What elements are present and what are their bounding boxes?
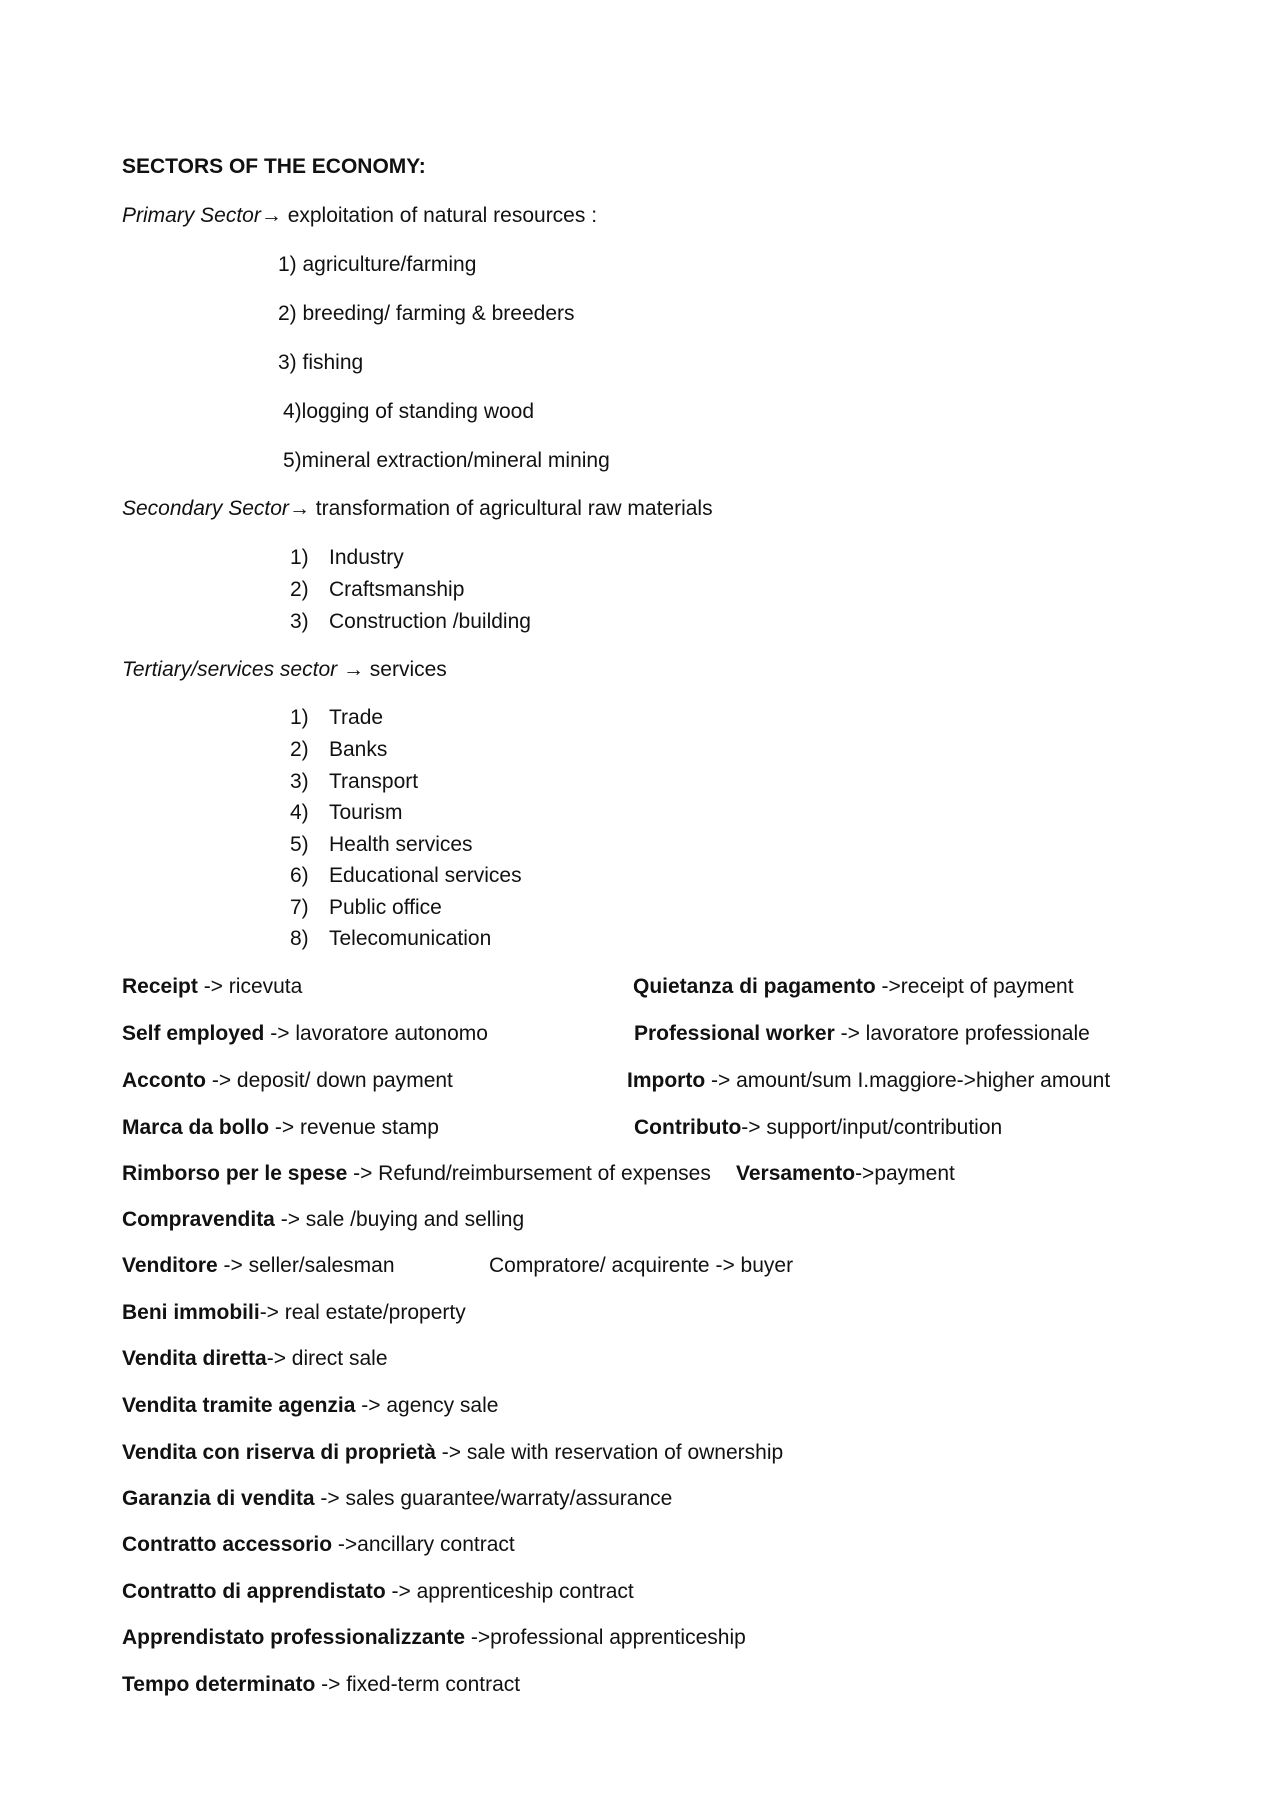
- glossary-definition: -> apprenticeship contract: [385, 1580, 634, 1603]
- glossary-definition: -> sale with reservation of ownership: [435, 1441, 784, 1464]
- glossary-entry: [122, 1161, 711, 1187]
- list-text: Industry: [329, 546, 404, 569]
- glossary-term: Vendita diretta: [122, 1347, 267, 1370]
- list-item: [290, 769, 418, 795]
- list-number: 3): [290, 610, 309, 633]
- tertiary-sector-desc: services: [363, 658, 447, 681]
- list-item: 1) agriculture/farming: [278, 253, 477, 276]
- glossary-definition: -> sale /buying and selling: [274, 1208, 525, 1231]
- list-number: 5): [290, 833, 309, 856]
- arrow-icon: →: [342, 658, 364, 681]
- secondary-sector-desc: transformation of agricultural raw materials: [309, 497, 713, 520]
- glossary-entry: [627, 1068, 1110, 1094]
- glossary-definition: -> Refund/reimbursement of expenses: [347, 1162, 711, 1185]
- glossary-definition: -> fixed-term contract: [315, 1673, 521, 1696]
- list-text: Transport: [329, 770, 419, 793]
- glossary-entry: [122, 974, 302, 1000]
- glossary-definition: -> deposit/ down payment: [206, 1069, 453, 1092]
- glossary-definition: -> seller/salesman: [217, 1254, 395, 1277]
- list-number: 7): [290, 896, 309, 919]
- primary-sector-label: Primary Sector: [122, 204, 261, 227]
- glossary-definition: ->payment: [855, 1162, 955, 1185]
- glossary-entry: [122, 1625, 746, 1651]
- glossary-term: Tempo determinato: [122, 1673, 316, 1696]
- list-item: [290, 577, 464, 603]
- list-number: 2): [290, 738, 309, 761]
- glossary-entry: [122, 1253, 395, 1279]
- glossary-term: Versamento: [736, 1162, 856, 1185]
- list-number: 6): [290, 864, 309, 887]
- glossary-entry: [122, 1393, 498, 1419]
- glossary-term: Apprendistato professionalizzante: [122, 1626, 466, 1649]
- glossary-definition: -> lavoratore autonomo: [264, 1022, 488, 1045]
- list-number: 1): [290, 546, 309, 569]
- list-item: [290, 832, 473, 858]
- glossary-term: Vendita con riserva di proprietà: [122, 1441, 436, 1464]
- glossary-entry: [122, 1068, 453, 1094]
- glossary-entry: [122, 1440, 783, 1466]
- glossary-term: Venditore: [122, 1254, 218, 1277]
- list-item: [290, 609, 531, 635]
- list-text: Trade: [329, 706, 384, 729]
- glossary-definition: -> lavoratore professionale: [834, 1022, 1090, 1045]
- tertiary-sector-label: Tertiary/services sector: [122, 658, 343, 681]
- glossary-definition: -> revenue stamp: [269, 1116, 439, 1139]
- list-text: Tourism: [329, 801, 403, 824]
- glossary-term: Compravendita: [122, 1208, 275, 1231]
- glossary-term: Garanzia di vendita: [122, 1487, 315, 1510]
- glossary-entry: [122, 1486, 672, 1512]
- glossary-term: Contratto accessorio: [122, 1533, 333, 1556]
- glossary-definition: Compratore/ acquirente -> buyer: [489, 1254, 794, 1277]
- glossary-term: Contributo: [634, 1116, 742, 1139]
- glossary-definition: ->professional apprenticeship: [465, 1626, 746, 1649]
- glossary-entry: [122, 1207, 524, 1233]
- glossary-term: Quietanza di pagamento: [633, 975, 876, 998]
- glossary-definition: -> agency sale: [355, 1394, 499, 1417]
- glossary-definition: -> real estate/property: [259, 1301, 466, 1324]
- glossary-term: Vendita tramite agenzia: [122, 1394, 356, 1417]
- list-text: Health services: [329, 833, 473, 856]
- list-item: [290, 545, 404, 571]
- list-text: Telecomunication: [329, 927, 492, 950]
- list-item: 5)mineral extraction/mineral mining: [283, 449, 610, 472]
- glossary-entry: [122, 1021, 488, 1047]
- glossary-entry: [122, 1579, 634, 1605]
- list-text: Craftsmanship: [329, 578, 465, 601]
- list-number: 3): [290, 770, 309, 793]
- list-text: Public office: [329, 896, 442, 919]
- list-item: 2) breeding/ farming & breeders: [278, 302, 575, 325]
- glossary-entry: [122, 1672, 520, 1698]
- glossary-entry: [122, 1300, 466, 1326]
- arrow-icon: →: [288, 497, 310, 520]
- glossary-term: Acconto: [122, 1069, 206, 1092]
- list-text: Construction /building: [329, 610, 531, 633]
- list-item: [290, 737, 387, 763]
- list-item: [290, 800, 403, 826]
- glossary-term: Contratto di apprendistato: [122, 1580, 386, 1603]
- glossary-term: Importo: [627, 1069, 706, 1092]
- tertiary-sector-heading: [122, 657, 447, 683]
- primary-sector-desc: exploitation of natural resources :: [281, 204, 598, 227]
- glossary-term: Beni immobili: [122, 1301, 260, 1324]
- glossary-term: Self employed: [122, 1022, 265, 1045]
- glossary-definition: -> support/input/contribution: [741, 1116, 1003, 1139]
- glossary-term: Professional worker: [634, 1022, 835, 1045]
- glossary-definition: -> direct sale: [266, 1347, 388, 1370]
- glossary-entry: [122, 1115, 439, 1141]
- glossary-entry: [634, 1115, 1002, 1141]
- glossary-term: Rimborso per le spese: [122, 1162, 348, 1185]
- arrow-icon: →: [260, 204, 282, 227]
- glossary-entry: [634, 1021, 1090, 1047]
- list-item: 4)logging of standing wood: [283, 400, 535, 423]
- secondary-sector-heading: [122, 496, 713, 522]
- secondary-sector-label: Secondary Sector: [122, 497, 289, 520]
- list-item: [290, 705, 383, 731]
- list-item: [290, 895, 442, 921]
- glossary-entry: [736, 1161, 955, 1187]
- page-title: SECTORS OF THE ECONOMY:: [122, 155, 426, 178]
- glossary-entry: [122, 1346, 388, 1372]
- primary-sector-heading: [122, 203, 597, 229]
- glossary-entry: [122, 1532, 515, 1558]
- list-number: 4): [290, 801, 309, 824]
- list-item: [290, 926, 491, 952]
- list-item: [290, 863, 522, 889]
- glossary-term: Receipt: [122, 975, 198, 998]
- glossary-definition: -> ricevuta: [197, 975, 303, 998]
- list-text: Banks: [329, 738, 388, 761]
- list-number: 2): [290, 578, 309, 601]
- glossary-term: Marca da bollo: [122, 1116, 270, 1139]
- glossary-definition: -> sales guarantee/warraty/assurance: [314, 1487, 673, 1510]
- glossary-entry: [489, 1253, 793, 1279]
- glossary-entry: [633, 974, 1074, 1000]
- glossary-definition: ->ancillary contract: [332, 1533, 515, 1556]
- list-number: 1): [290, 706, 309, 729]
- list-item: 3) fishing: [278, 351, 364, 374]
- glossary-definition: ->receipt of payment: [875, 975, 1074, 998]
- list-text: Educational services: [329, 864, 522, 887]
- glossary-definition: -> amount/sum I.maggiore->higher amount: [705, 1069, 1111, 1092]
- list-number: 8): [290, 927, 309, 950]
